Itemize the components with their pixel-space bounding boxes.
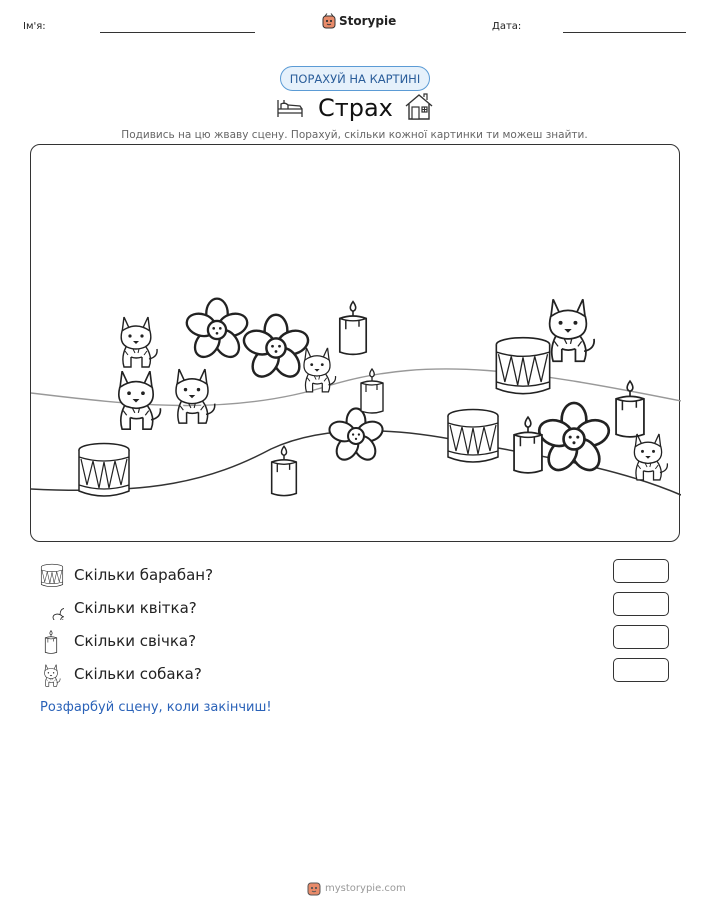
drum-icon bbox=[40, 563, 64, 589]
drum-1 bbox=[79, 444, 129, 497]
date-label: Дата: bbox=[492, 21, 522, 32]
flower-1 bbox=[184, 299, 250, 362]
candle-3 bbox=[272, 446, 297, 495]
candle-1 bbox=[340, 302, 366, 355]
drum-3 bbox=[496, 338, 549, 394]
flower-2 bbox=[241, 315, 311, 382]
dog-icon bbox=[40, 662, 62, 688]
house-icon bbox=[404, 93, 434, 121]
flower-icon bbox=[40, 596, 64, 620]
dog-5 bbox=[550, 299, 595, 361]
question-text: Скільки квітка? bbox=[74, 599, 197, 617]
brand-logo bbox=[322, 13, 396, 29]
dog-6 bbox=[634, 434, 667, 480]
question-candle bbox=[40, 629, 670, 655]
drum-2 bbox=[448, 410, 498, 463]
question-text: Скільки барабан? bbox=[74, 566, 214, 584]
counting-scene bbox=[30, 144, 680, 542]
name-line[interactable] bbox=[100, 32, 255, 33]
activity-badge: ПОРАХУЙ НА КАРТИНІ bbox=[280, 66, 430, 91]
candle-2 bbox=[361, 369, 383, 413]
page-title: Страх bbox=[318, 94, 393, 122]
flower-3 bbox=[327, 408, 385, 463]
storypie-icon bbox=[322, 13, 336, 29]
dog-1 bbox=[121, 317, 157, 367]
question-drum bbox=[40, 563, 670, 589]
footer-url[interactable]: mystorypie.com bbox=[325, 882, 406, 894]
brand-name: Storypie bbox=[339, 14, 397, 28]
scene-drawing bbox=[31, 145, 681, 543]
name-label: Ім'я: bbox=[23, 21, 46, 32]
answer-box-flower[interactable] bbox=[613, 592, 669, 616]
flower-4 bbox=[536, 403, 612, 476]
coloring-note: Розфарбуй сцену, коли закінчиш! bbox=[40, 700, 272, 715]
question-dog bbox=[40, 662, 670, 688]
candle-icon bbox=[40, 629, 62, 655]
dog-2 bbox=[119, 371, 161, 429]
candle-4 bbox=[514, 417, 542, 473]
storypie-icon bbox=[307, 880, 321, 896]
answer-box-drum[interactable] bbox=[613, 559, 669, 583]
answer-box-candle[interactable] bbox=[613, 625, 669, 649]
question-flower bbox=[40, 596, 670, 622]
dog-3 bbox=[176, 369, 215, 423]
footer bbox=[307, 880, 406, 896]
question-text: Скільки свічка? bbox=[74, 632, 197, 650]
date-line[interactable] bbox=[563, 32, 686, 33]
answer-box-dog[interactable] bbox=[613, 658, 669, 682]
question-text: Скільки собака? bbox=[74, 665, 202, 683]
instructions: Подивись на цю жваву сцену. Порахуй, скільки кожної картинки ти можеш знайти. bbox=[121, 129, 588, 141]
bed-icon bbox=[276, 97, 304, 119]
